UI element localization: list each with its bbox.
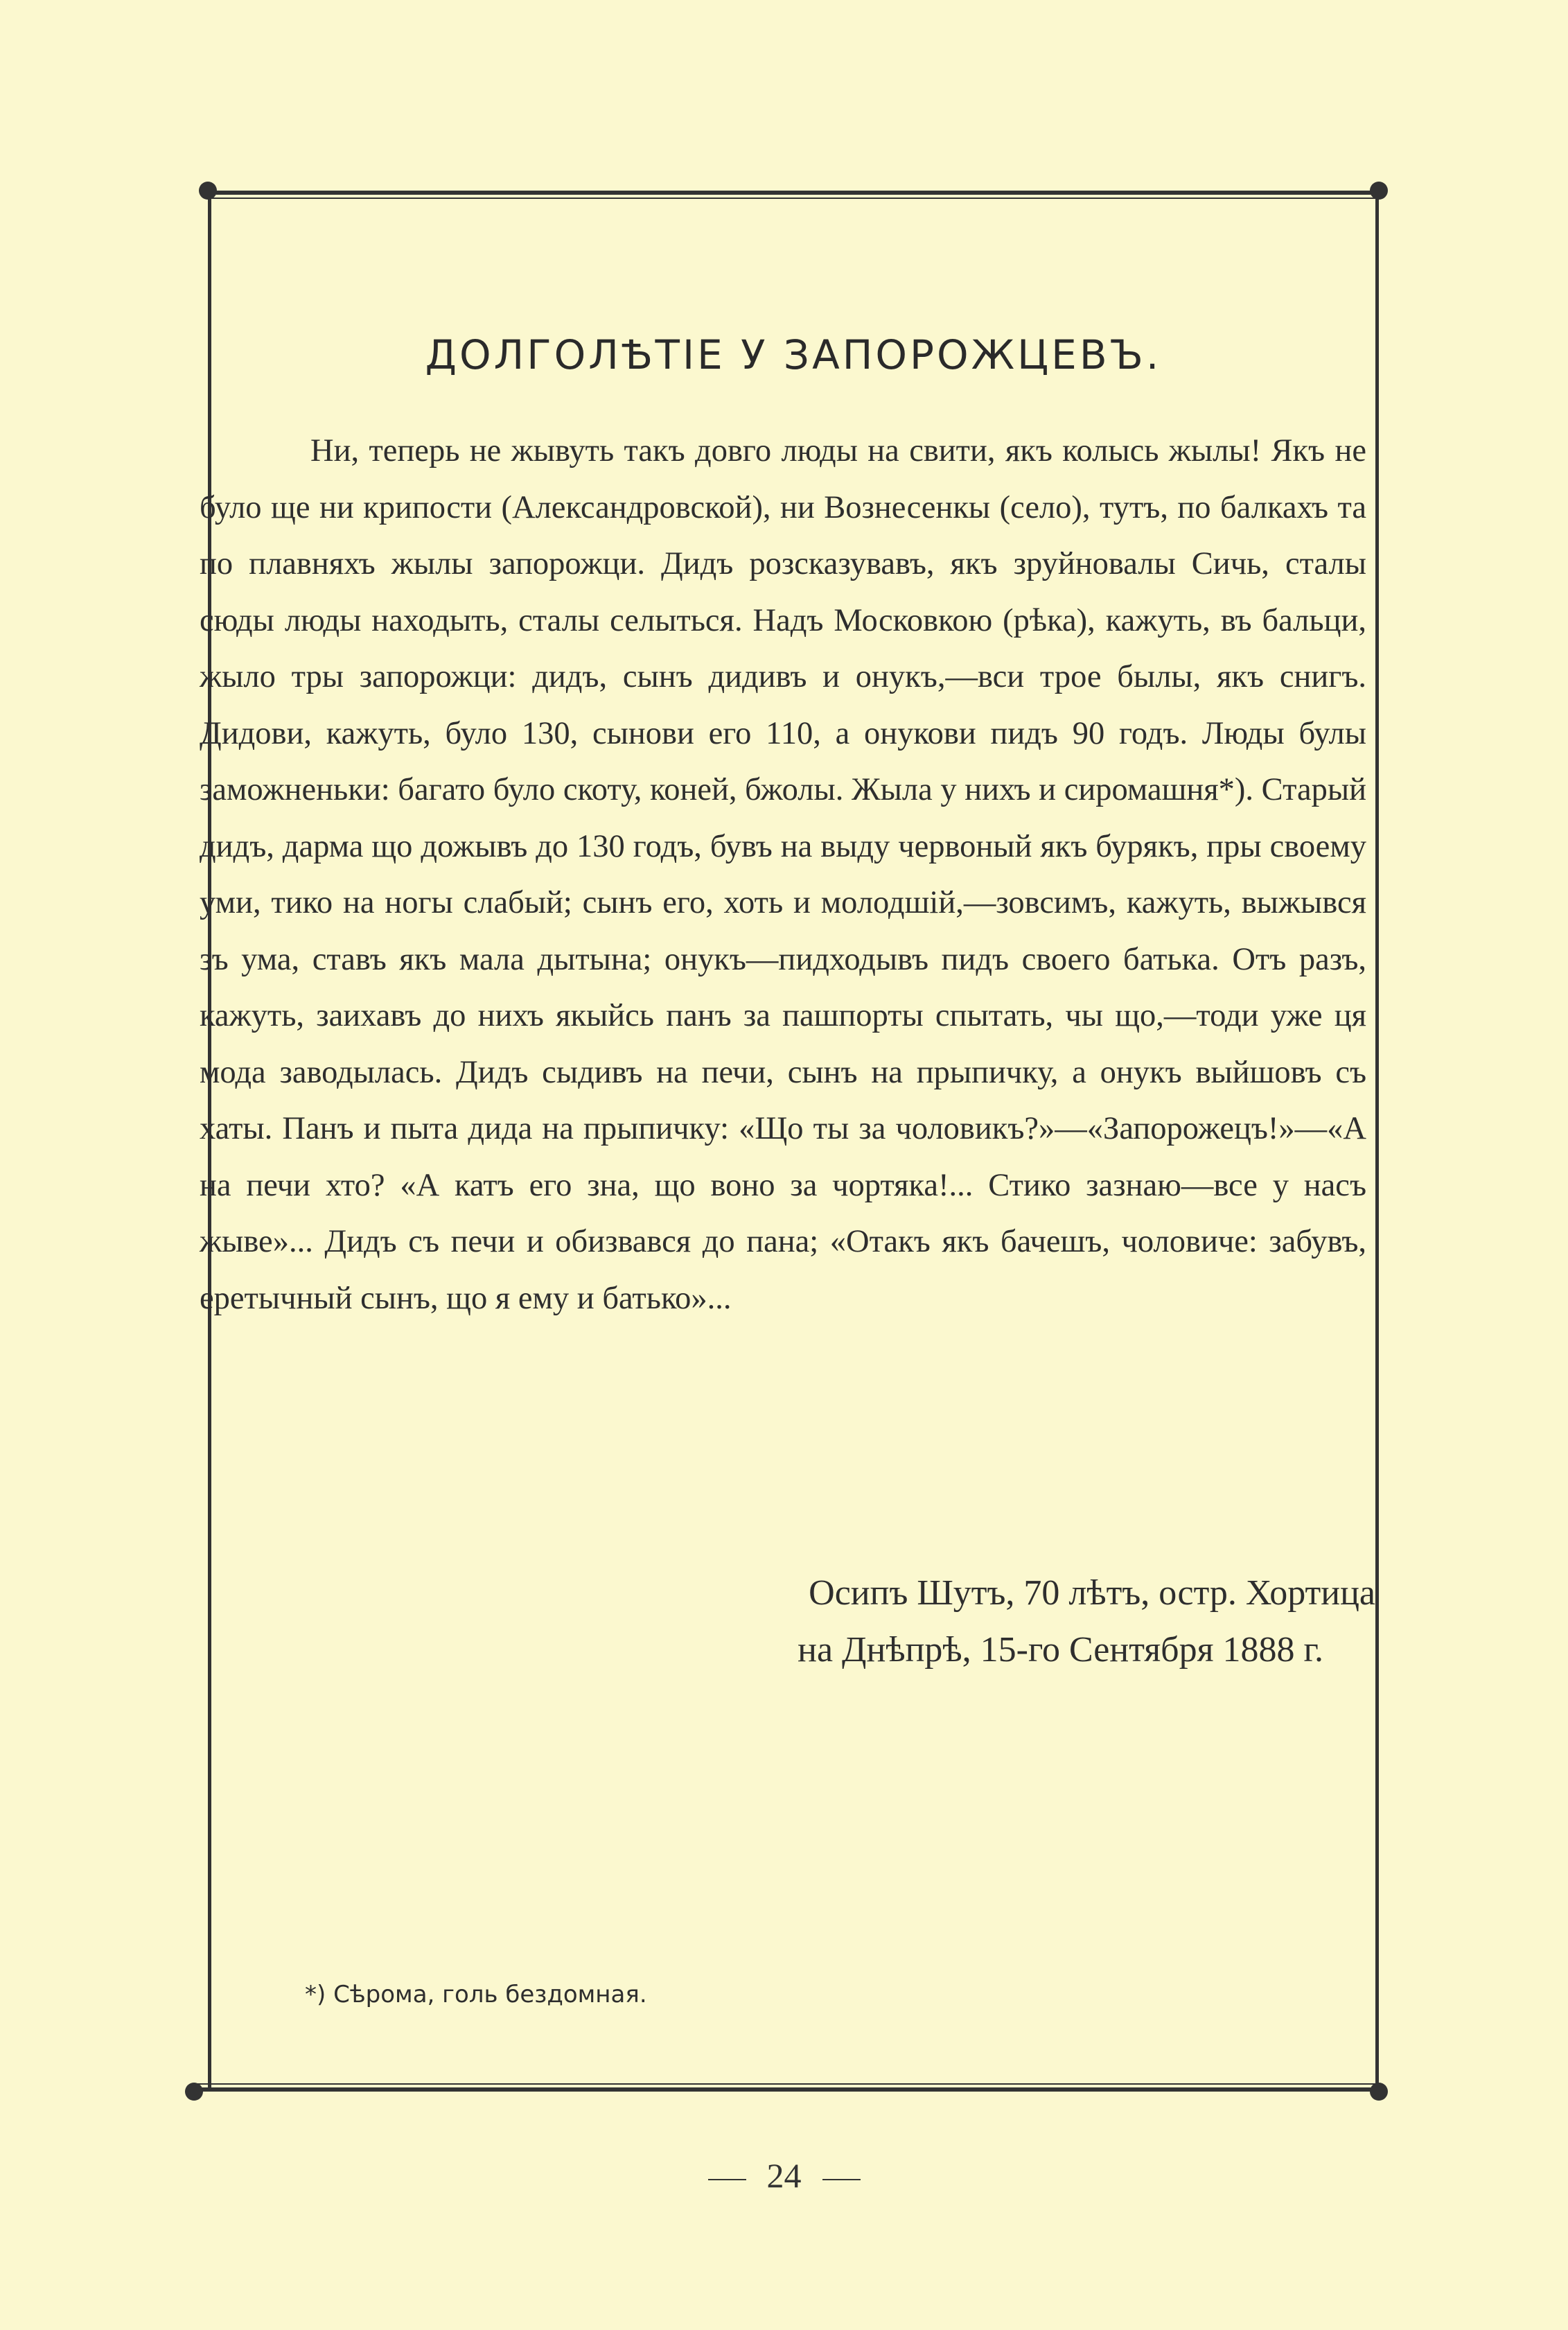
page-number-dash-left: [708, 2179, 746, 2180]
page-number: 24: [766, 2156, 802, 2195]
frame-right-rule: [1375, 191, 1379, 2092]
frame-top-rule: [208, 191, 1379, 199]
corner-ornament-top-left: [199, 182, 217, 200]
article-title: ДОЛГОЛѢТІЕ У ЗАПОРОЖЦЕВЪ.: [425, 331, 1162, 378]
corner-ornament-bottom-left: [185, 2083, 203, 2101]
frame-bottom-rule: [194, 2083, 1379, 2092]
corner-ornament-top-right: [1370, 182, 1388, 200]
page-number-dash-right: [822, 2179, 861, 2180]
article-body-text: Ни, теперь не жывуть такъ довго люды на свити, якъ колысь жылы! Якъ не було ще ни крипости (Александровской), ни Вознесенкы (село), тутъ, по балкахъ та по плавняхъ жылы запорожци. Дидъ розсказувавъ, якъ зруйновалы Сичь, сталы сюды люды находыть, сталы селыться. Надъ Московкою (рѣка), кажуть, въ бальци, жыло тры запорожци: дидъ, сынъ дидивъ и онукъ,—вси трое былы, якъ снигъ. Дидови, кажуть, було 130, сынови его 110, а онукови пидъ 90 годъ. Люды булы заможненьки: багато було скоту, коней, бжолы. Жыла у нихъ и сиромашня*). Старый дидъ, дарма що дожывъ до 130 годъ, бувъ на выду червоный якъ бурякъ, пры своему уми, тико на ногы слабый; сынъ его, хоть и молодшій,—зовсимъ, кажуть, выжывся зъ ума, ставъ якъ мала дытына; онукъ—пидходывъ пидъ своего батька. Отъ разъ, кажуть, заихавъ до нихъ якыйсь панъ за пашпорты спытать, чы що,—тоди уже ця мода заводылась. Дидъ сыдивъ на печи, сынъ на прыпичку, а онукъ выйшовъ съ хаты. Панъ и пыта дида на прыпичку: «Що ты за чоловикъ?»—«Запорожецъ!»—«А на печи хто? «А катъ его зна, що воно за чортяка!... Стико зазнаю—все у насъ жыве»... Дидъ съ печи и обизвався до пана; «Отакъ якъ бачешъ, чоловиче: забувъ, еретычный сынъ, що я ему и батько»...: [200, 433, 1366, 1316]
signature-block: [208, 1565, 1375, 1679]
article-body: [200, 423, 1366, 1326]
page-number-block: [0, 2155, 1568, 2196]
footnote: *) Сѣрома, голь бездомная.: [305, 1981, 647, 2008]
corner-ornament-bottom-right: [1370, 2083, 1388, 2101]
signature-line-1: Осипъ Шутъ, 70 лѣтъ, остр. Хортица: [809, 1573, 1375, 1613]
signature-line-2: на Днѣпрѣ, 15-го Сентября 1888 г.: [798, 1630, 1323, 1670]
